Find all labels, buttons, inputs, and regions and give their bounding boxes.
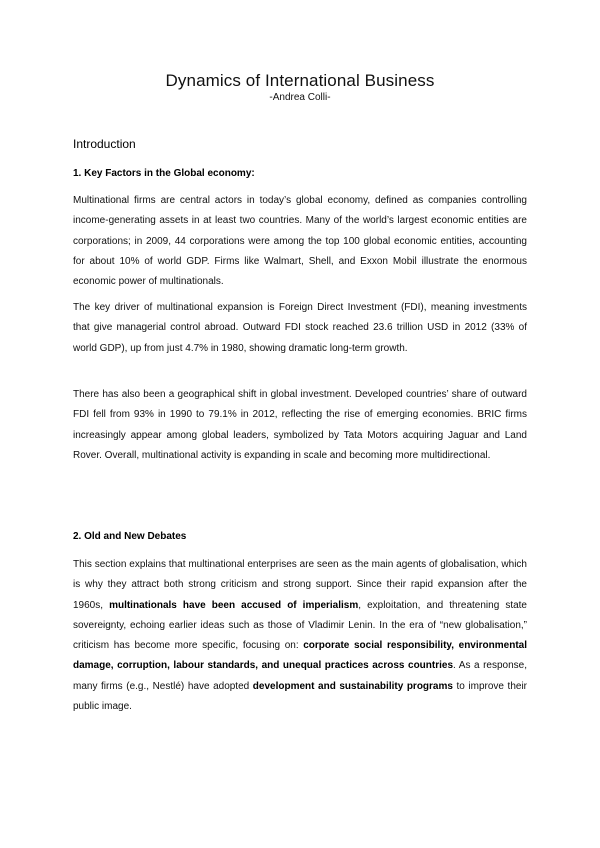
section2-bold-imperialism: multinationals have been accused of imperialism <box>109 599 359 611</box>
section1-paragraph-3: There has also been a geographical shift in global investment. Developed countries’ share of outward FDI fell from 93% in 1990 to 79.1% in 2012, reflecting the rise of emerging economies. BRIC firms increasingly appear among global leaders, symbolized by Tata Motors acquiring Jaguar and Land Rover. Overall, multinational activity is expanding in scale and becoming more multidirectional. <box>73 389 527 461</box>
section2-heading: 2. Old and New Debates <box>73 531 187 542</box>
section2-text-2: , exploitation, and threatening state sovereignty, echoing earlier ideas such as those of Vladimir Lenin. In the era of “new globalisation,” criticism has become more specific, focusing on: <box>73 599 527 652</box>
section1-paragraph-1: Multinational firms are central actors in today’s global economy, defined as companies controlling income-generating assets in at least two countries. Many of the world’s largest economic entities are corporations; in 2009, 44 corporations were among the top 100 global economic entities, accounting for about 10% of world GDP. Firms like Walmart, Shell, and Exxon Mobil illustrate the enormous economic power of multinationals. <box>73 195 527 288</box>
section2-bold-criticism-topics: corporate social responsibility, environmental damage, corruption, labour standards, and unequal practices across countries <box>73 640 527 672</box>
section2-text-4: to improve their public image. <box>73 680 527 713</box>
section2-text-1: This section explains that multinational enterprises are seen as the main agents of globalisation, which is why they attract both strong criticism and strong support. Since their rapid expansion after the 1960s, <box>73 559 527 611</box>
section2-text-3: . As a response, many firms (e.g., Nestlé) have adopted <box>73 660 528 692</box>
section2-paragraph <box>73 555 527 717</box>
section1-paragraph-2: The key driver of multinational expansion is Foreign Direct Investment (FDI), meaning investments that give managerial control abroad. Outward FDI stock reached 23.6 trillion USD in 2012 (33% of world GDP), up from just 4.7% in 1980, showing dramatic long-term growth. <box>73 302 527 354</box>
introduction-heading: Introduction <box>73 137 136 151</box>
document-title: Dynamics of International Business <box>165 71 435 90</box>
section1-heading: 1. Key Factors in the Global economy: <box>73 168 255 179</box>
document-author: -Andrea Colli- <box>269 92 331 103</box>
section2-bold-programs: development and sustainability programs <box>252 680 453 692</box>
